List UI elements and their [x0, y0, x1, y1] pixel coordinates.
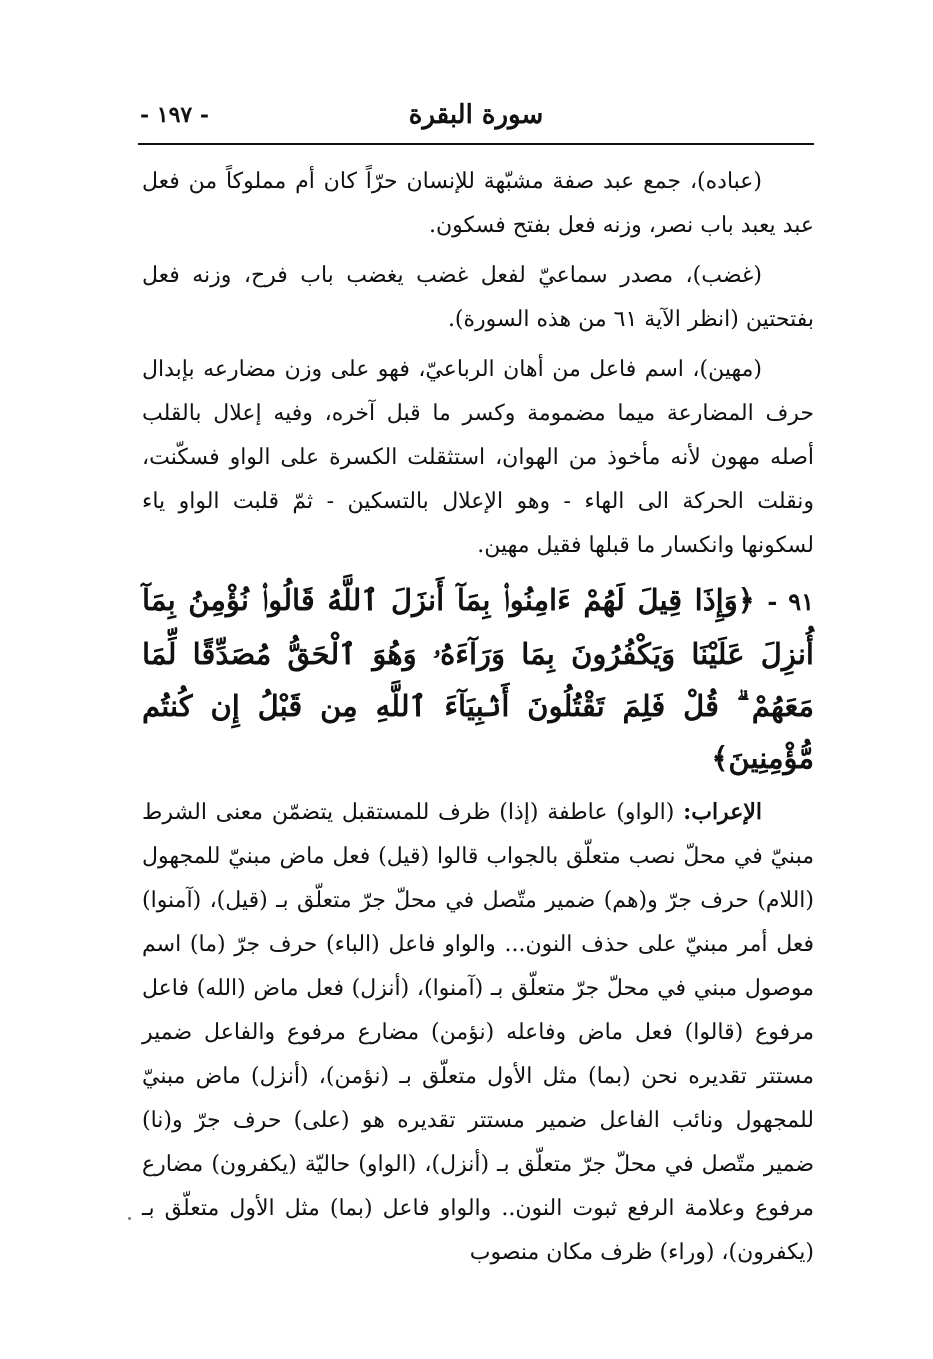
page-title: سورة البقرة	[408, 100, 544, 130]
page-number: - ١٩٧ -	[140, 102, 210, 128]
verse-number: ٩١ -	[767, 587, 814, 616]
irab-text: (الواو) عاطفة (إذا) ظرف للمستقبل يتضمّن معنى الشرط مبنيّ في محلّ نصب متعلّق بالجواب قالوا (قيل) فعل ماض مبنيّ للمجهول (اللام) حرف جرّ و(هم) ضمير متّصل في محلّ جرّ متعلّق بـ (قيل)، (آمنوا) فعل أمر مبنيّ على حذف النون... والواو فاعل (الباء) حرف جرّ (ما) اسم موصول مبني في محلّ جرّ متعلّق بـ (آمنوا)، (أنزل) فعل ماض (الله) فاعل مرفوع (قالوا) فعل ماض وفاعله (نؤمن) مضارع مرفوع والفاعل ضمير مستتر تقديره نحن (بما) مثل الأول متعلّق بـ (نؤمن)، (أنزل) ماض مبنيّ للمجهول ونائب الفاعل ضمير مستتر تقديره هو (على) حرف جرّ و(نا) ضمير متّصل في محلّ جرّ متعلّق بـ (أنزل)، (الواو) حاليّة (يكفرون) مضارع مرفوع وعلامة الرفع ثبوت النون.. والواو فاعل (بما) مثل الأول متعلّق بـ (يكفرون)، (وراء) ظرف مكان منصوب	[142, 800, 814, 1265]
paragraph-ghadab: (غضب)، مصدر سماعيّ لفعل غضب يغضب باب فرح، وزنه فعل بفتحتين (انظر الآية ٦١ من هذه السورة).	[142, 263, 814, 332]
scan-speck	[128, 1217, 131, 1220]
paragraph-muhin: (مهين)، اسم فاعل من أهان الرباعيّ، فهو على وزن مضارعه بإبدال حرف المضارعة ميما مضمومة وكسر ما قبل آخره، وفيه إعلال بالقلب أصله مهون لأنه مأخوذ من الهوان، استثقلت الكسرة على الواو فسكّنت، ونقلت الحركة الى الهاء - وهو الإعلال بالتسكين - ثمّ قلبت الواو ياء لسكونها وانكسار ما قبلها فقيل مهين.	[142, 357, 814, 558]
page-header	[138, 96, 814, 140]
page-body	[142, 160, 814, 1281]
irab-heading: الإعراب:	[683, 799, 762, 825]
header-divider	[138, 143, 814, 145]
irab-section	[142, 790, 814, 1275]
paragraph-ibadih: (عباده)، جمع عبد صفة مشبّهة للإنسان حرّاً كان أم مملوكاً من فعل عبد يعبد باب نصر، وزنه فعل بفتح فسكون.	[142, 169, 814, 238]
verse-text: ﴿وَإِذَا قِيلَ لَهُمْ ءَامِنُوا۟ بِمَآ أَنزَلَ ٱللَّهُ قَالُوا۟ نُؤْمِنُ بِمَآ أُنزِلَ عَلَيْنَا وَيَكْفُرُونَ بِمَا وَرَآءَهُۥ وَهُوَ ٱلْحَقُّ مُصَدِّقًا لِّمَا مَعَهُمْ ۗ قُلْ فَلِمَ تَقْتُلُونَ أَنۢبِيَآءَ ٱللَّهِ مِن قَبْلُ إِن كُنتُم مُّؤْمِنِينَ﴾	[142, 583, 814, 775]
quran-verse	[142, 574, 814, 784]
